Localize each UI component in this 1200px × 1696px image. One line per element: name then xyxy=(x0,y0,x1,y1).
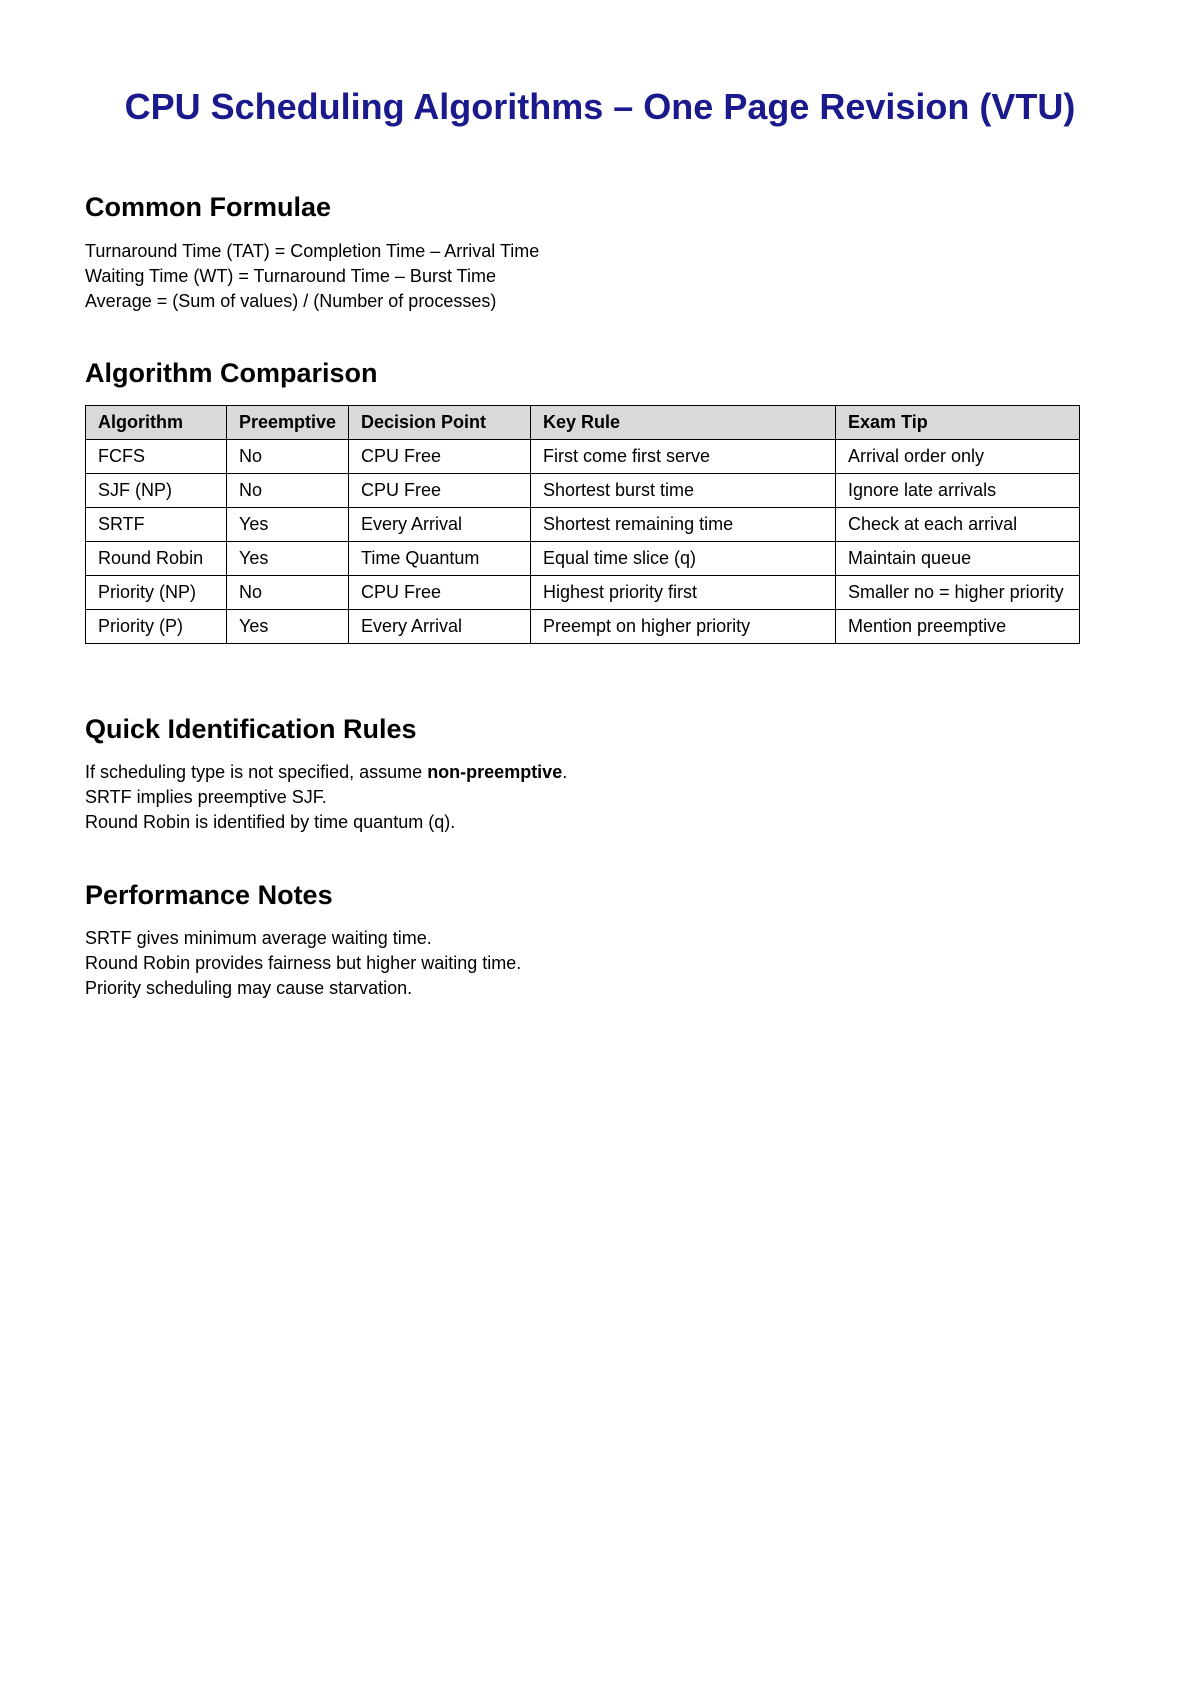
table-cell: CPU Free xyxy=(349,474,531,508)
table-header-row xyxy=(86,406,1080,440)
page-title: CPU Scheduling Algorithms – One Page Revision (VTU) xyxy=(124,86,1076,127)
column-header: Key Rule xyxy=(531,406,836,440)
formulae-heading: Common Formulae xyxy=(85,192,332,222)
table-cell: Check at each arrival xyxy=(836,508,1080,542)
table-cell: Shortest burst time xyxy=(531,474,836,508)
performance-note: Round Robin provides fairness but higher waiting time. xyxy=(85,953,522,973)
table-row xyxy=(86,440,1080,474)
table-cell: Preempt on higher priority xyxy=(531,610,836,644)
table-row xyxy=(86,576,1080,610)
table-cell: Arrival order only xyxy=(836,440,1080,474)
table-row xyxy=(86,508,1080,542)
table-cell: Priority (P) xyxy=(86,610,227,644)
table-cell: No xyxy=(227,576,349,610)
table-cell: Smaller no = higher priority xyxy=(836,576,1080,610)
formulae-list xyxy=(85,239,539,314)
rules-heading: Quick Identification Rules xyxy=(85,714,417,744)
rule-text: If scheduling type is not specified, assume xyxy=(85,762,428,782)
performance-note: Priority scheduling may cause starvation. xyxy=(85,978,413,998)
table-cell: Maintain queue xyxy=(836,542,1080,576)
table-cell: Ignore late arrivals xyxy=(836,474,1080,508)
performance-note: SRTF gives minimum average waiting time. xyxy=(85,928,432,948)
table-cell: Yes xyxy=(227,610,349,644)
column-header: Exam Tip xyxy=(836,406,1080,440)
column-header: Algorithm xyxy=(86,406,227,440)
formula-average: Average = (Sum of values) / (Number of processes) xyxy=(85,291,497,311)
comparison-heading: Algorithm Comparison xyxy=(85,358,378,388)
table-cell: Yes xyxy=(227,542,349,576)
rule-emphasis: non-preemptive xyxy=(427,762,563,782)
rule-round-robin: Round Robin is identified by time quantum (q). xyxy=(85,812,456,832)
comparison-table xyxy=(85,405,1080,644)
table-cell: Round Robin xyxy=(86,542,227,576)
table-cell: Yes xyxy=(227,508,349,542)
table-cell: CPU Free xyxy=(349,576,531,610)
column-header: Decision Point xyxy=(349,406,531,440)
table-cell: CPU Free xyxy=(349,440,531,474)
formula-wt: Waiting Time (WT) = Turnaround Time – Burst Time xyxy=(85,266,496,286)
rule-default-type xyxy=(85,760,567,785)
table-cell: No xyxy=(227,474,349,508)
formula-tat: Turnaround Time (TAT) = Completion Time – Arrival Time xyxy=(85,241,540,261)
table-row xyxy=(86,542,1080,576)
table-cell: First come first serve xyxy=(531,440,836,474)
rule-text: . xyxy=(562,762,568,782)
table-cell: FCFS xyxy=(86,440,227,474)
table-cell: Every Arrival xyxy=(349,508,531,542)
performance-heading: Performance Notes xyxy=(85,880,333,910)
table-row xyxy=(86,610,1080,644)
column-header: Preemptive xyxy=(227,406,349,440)
table-cell: Equal time slice (q) xyxy=(531,542,836,576)
table-cell: Priority (NP) xyxy=(86,576,227,610)
table-cell: Shortest remaining time xyxy=(531,508,836,542)
rules-list xyxy=(85,760,567,835)
table-cell: SRTF xyxy=(86,508,227,542)
table-cell: Every Arrival xyxy=(349,610,531,644)
rule-srtf: SRTF implies preemptive SJF. xyxy=(85,787,327,807)
performance-list xyxy=(85,926,521,1001)
table-cell: SJF (NP) xyxy=(86,474,227,508)
table-cell: Time Quantum xyxy=(349,542,531,576)
table-row xyxy=(86,474,1080,508)
table-cell: Mention preemptive xyxy=(836,610,1080,644)
table-cell: No xyxy=(227,440,349,474)
table-cell: Highest priority first xyxy=(531,576,836,610)
